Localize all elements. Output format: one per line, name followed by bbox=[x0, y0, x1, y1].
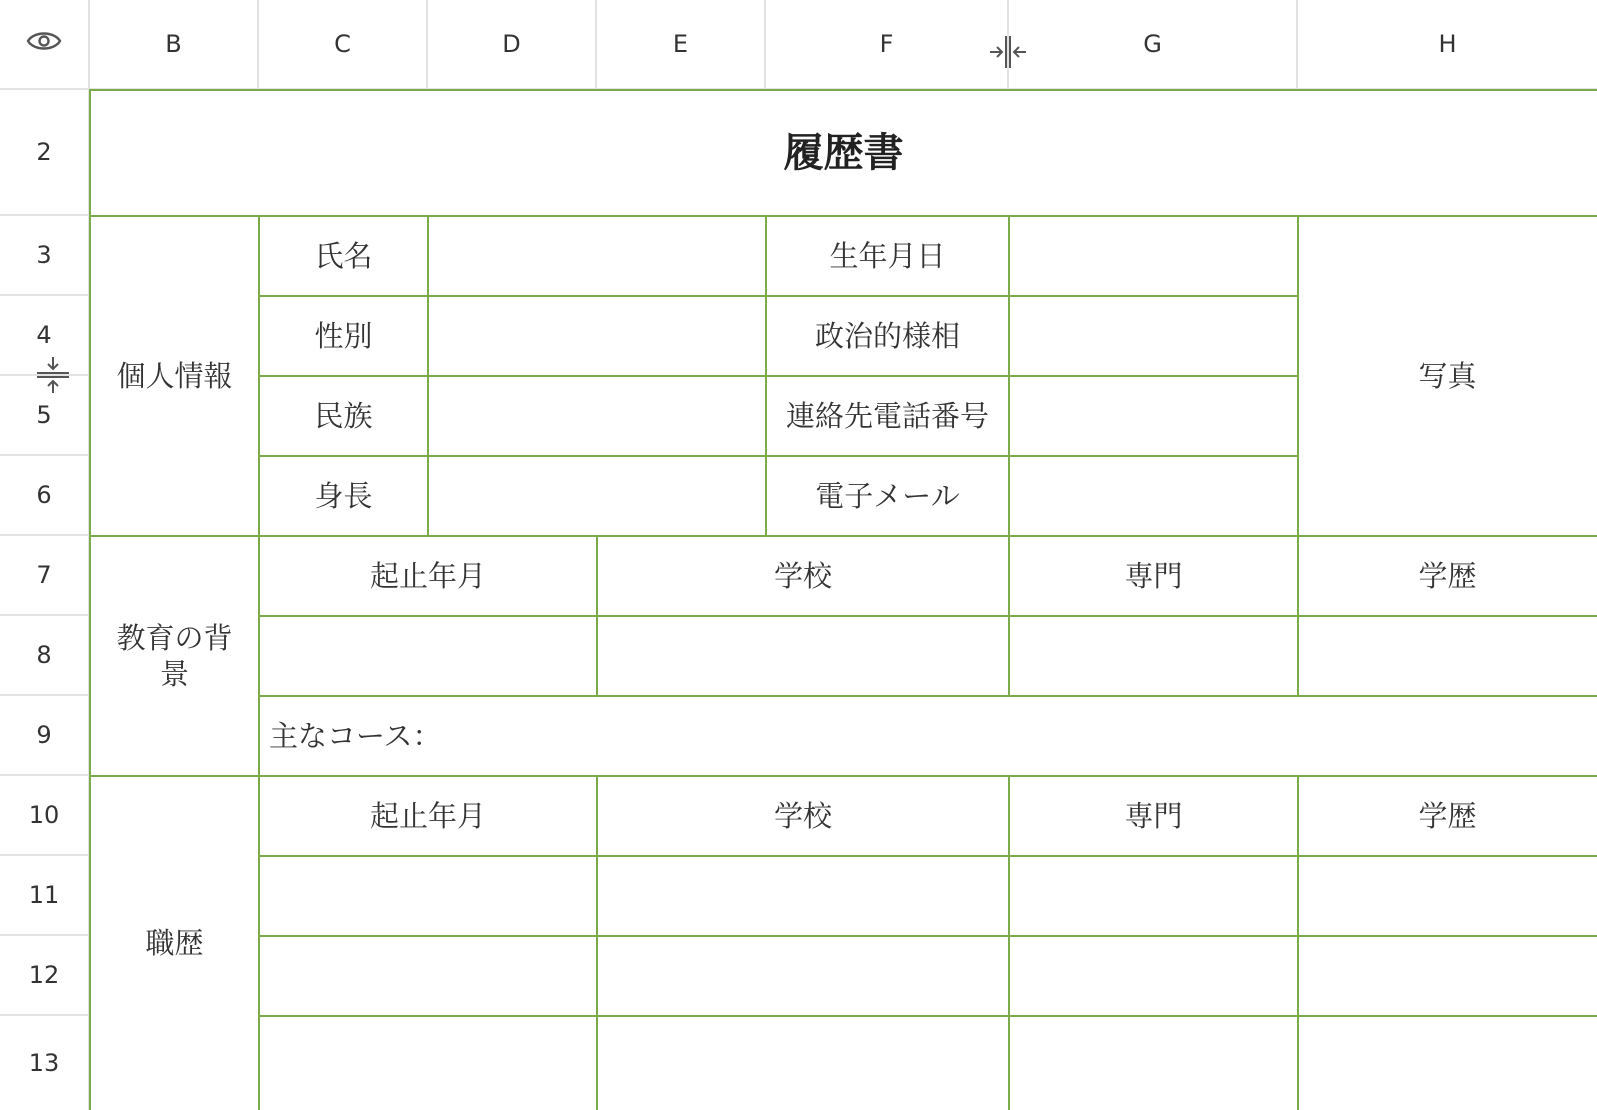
row-header-2[interactable]: 2 bbox=[0, 90, 90, 216]
row-header-6[interactable]: 6 bbox=[0, 456, 90, 536]
row-header-4[interactable]: 4 bbox=[0, 296, 90, 376]
value-ethnicity[interactable] bbox=[428, 376, 766, 456]
value-height[interactable] bbox=[428, 456, 766, 536]
row-header-11[interactable]: 11 bbox=[0, 856, 90, 936]
label-name[interactable]: 氏名 bbox=[314, 238, 373, 273]
career-header-school[interactable]: 学校 bbox=[773, 798, 832, 833]
edu-header-major[interactable]: 専門 bbox=[1124, 558, 1183, 593]
row-header-9[interactable]: 9 bbox=[0, 696, 90, 776]
row-header-10[interactable]: 10 bbox=[0, 776, 90, 856]
eye-icon[interactable] bbox=[26, 29, 62, 59]
label-height[interactable]: 身長 bbox=[314, 478, 373, 513]
value-birthdate[interactable] bbox=[1009, 216, 1298, 296]
corner-cell[interactable] bbox=[0, 0, 90, 90]
section-education[interactable]: 教育の背景 bbox=[116, 620, 233, 691]
column-header-d[interactable]: D bbox=[428, 0, 597, 90]
edu-header-school[interactable]: 学校 bbox=[773, 558, 832, 593]
value-email[interactable] bbox=[1009, 456, 1298, 536]
edu-header-period[interactable]: 起止年月 bbox=[369, 558, 486, 593]
column-header-e[interactable]: E bbox=[597, 0, 766, 90]
column-resize-icon[interactable] bbox=[988, 34, 1028, 74]
column-header-c[interactable]: C bbox=[259, 0, 428, 90]
edu-header-degree[interactable]: 学歴 bbox=[1418, 558, 1477, 593]
column-header-b[interactable]: B bbox=[90, 0, 259, 90]
row-resize-icon[interactable] bbox=[35, 356, 71, 398]
edu-school-cell[interactable] bbox=[597, 616, 1009, 696]
label-email[interactable]: 電子メール bbox=[815, 478, 960, 513]
value-gender[interactable] bbox=[428, 296, 766, 376]
row-header-3[interactable]: 3 bbox=[0, 216, 90, 296]
label-phone[interactable]: 連絡先電話番号 bbox=[785, 398, 989, 433]
value-phone[interactable] bbox=[1009, 376, 1298, 456]
row-header-8[interactable]: 8 bbox=[0, 616, 90, 696]
career-header-major[interactable]: 専門 bbox=[1124, 798, 1183, 833]
edu-major-cell[interactable] bbox=[1009, 616, 1298, 696]
edu-degree-cell[interactable] bbox=[1298, 616, 1597, 696]
value-name[interactable] bbox=[428, 216, 766, 296]
row-header-12[interactable]: 12 bbox=[0, 936, 90, 1016]
column-header-h[interactable]: H bbox=[1298, 0, 1597, 90]
row-header-5[interactable]: 5 bbox=[0, 376, 90, 456]
resume-title[interactable]: 履歴書 bbox=[783, 130, 904, 176]
career-header-degree[interactable]: 学歴 bbox=[1418, 798, 1477, 833]
column-header-f[interactable]: F bbox=[766, 0, 1009, 90]
section-career[interactable]: 職歴 bbox=[145, 925, 204, 960]
edu-period-cell[interactable] bbox=[259, 616, 597, 696]
label-ethnicity[interactable]: 民族 bbox=[314, 398, 373, 433]
section-personal-info[interactable]: 個人情報 bbox=[116, 358, 233, 393]
column-header-g[interactable]: G bbox=[1009, 0, 1298, 90]
value-political-status[interactable] bbox=[1009, 296, 1298, 376]
row-header-7[interactable]: 7 bbox=[0, 536, 90, 616]
photo-cell[interactable]: 写真 bbox=[1418, 358, 1477, 393]
edu-main-courses[interactable]: 主なコース： bbox=[269, 718, 442, 753]
row-header-13[interactable]: 13 bbox=[0, 1016, 90, 1110]
label-birthdate[interactable]: 生年月日 bbox=[829, 238, 946, 273]
label-gender[interactable]: 性別 bbox=[314, 318, 373, 353]
label-political-status[interactable]: 政治的様相 bbox=[814, 318, 960, 353]
career-header-period[interactable]: 起止年月 bbox=[369, 798, 486, 833]
